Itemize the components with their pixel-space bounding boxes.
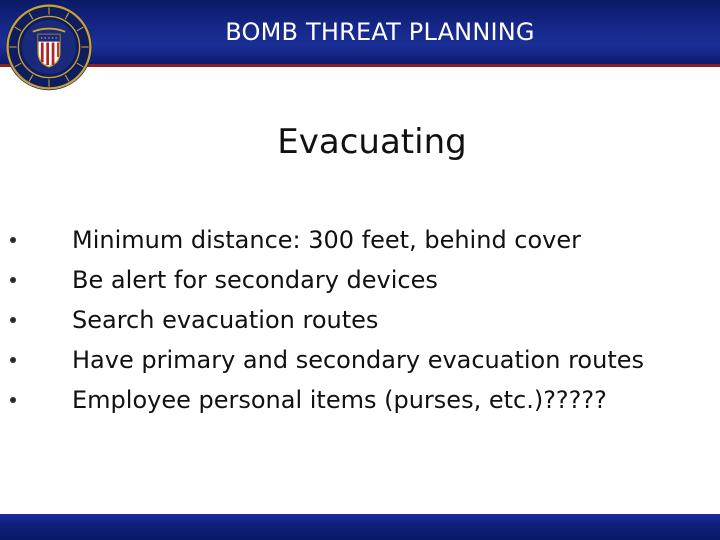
bullet-dot-icon <box>10 397 16 403</box>
bullet-item <box>10 380 644 420</box>
bullet-item <box>10 340 644 380</box>
header-title: BOMB THREAT PLANNING <box>225 18 535 46</box>
footer-bar <box>0 514 720 540</box>
bullet-text: Minimum distance: 300 feet, behind cover <box>72 226 582 254</box>
bullet-list <box>10 220 644 420</box>
fbi-seal-icon <box>4 2 94 92</box>
bullet-dot-icon <box>10 237 16 243</box>
header-divider <box>0 64 720 67</box>
bullet-dot-icon <box>10 357 16 363</box>
bullet-item <box>10 220 644 260</box>
bullet-item <box>10 300 644 340</box>
bullet-text: Search evacuation routes <box>72 306 379 334</box>
bullet-text: Be alert for secondary devices <box>72 266 438 294</box>
bullet-text: Employee personal items (purses, etc.)????? <box>72 386 607 414</box>
header-bar <box>0 0 720 64</box>
slide-title: Evacuating <box>277 122 467 162</box>
bullet-dot-icon <box>10 317 16 323</box>
bullet-item <box>10 260 644 300</box>
bullet-dot-icon <box>10 277 16 283</box>
bullet-text: Have primary and secondary evacuation routes <box>72 346 644 374</box>
